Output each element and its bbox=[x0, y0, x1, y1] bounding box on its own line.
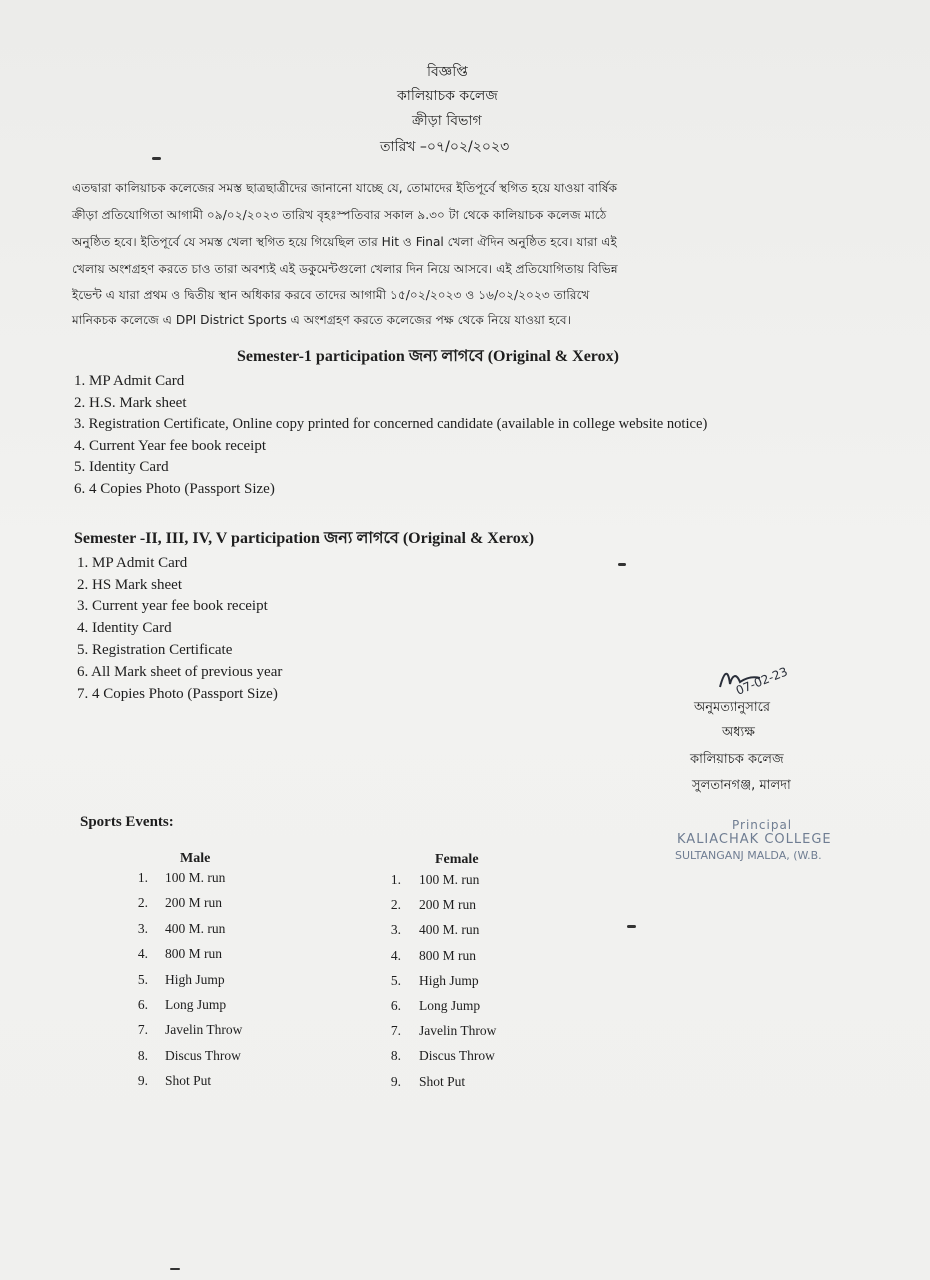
event-name: 800 M run bbox=[165, 946, 222, 962]
event-number: 6. bbox=[390, 998, 401, 1013]
event-number: 4. bbox=[137, 946, 148, 962]
scan-mark bbox=[170, 1268, 180, 1270]
event-number: 9. bbox=[390, 1073, 401, 1089]
event-number: 5. bbox=[137, 971, 148, 987]
event-name: 800 M run bbox=[419, 947, 476, 963]
event-name: Javelin Throw bbox=[419, 1023, 497, 1039]
scan-mark bbox=[627, 925, 636, 928]
event-number: 4. bbox=[390, 947, 401, 963]
event-number: 1. bbox=[390, 872, 401, 887]
semester-other-item: 4. Identity Card bbox=[77, 620, 172, 636]
event-name: 100 M. run bbox=[419, 872, 480, 887]
event-name: Discus Throw bbox=[165, 1047, 241, 1063]
semester1-item: 4. Current Year fee book receipt bbox=[74, 438, 267, 454]
event-number: 7. bbox=[137, 1022, 148, 1038]
notice-date: তারিখ –০৭/০২/২০২৩ bbox=[380, 139, 510, 155]
event-number: 8. bbox=[137, 1047, 148, 1063]
signature-date: 07-02-23 bbox=[733, 664, 790, 698]
stamp-principal: Principal bbox=[732, 818, 793, 832]
semester1-item: 3. Registration Certificate, Online copy printed for concerned candidate (available in college website notice) bbox=[74, 416, 708, 432]
body-line: ইভেন্ট এ যারা প্রথম ও দ্বিতীয় স্থান অধিকার করবে তাদের আগামী ১৫/০২/২০২৩ ও ১৬/০২/২০২৩ তারিখে bbox=[72, 288, 590, 302]
signature-location: সুলতানগঞ্জ, মালদা bbox=[692, 778, 791, 793]
sports-heading: Sports Events: bbox=[80, 814, 174, 830]
event-number: 8. bbox=[390, 1048, 401, 1064]
scan-mark bbox=[618, 563, 626, 566]
event-name: Discus Throw bbox=[419, 1048, 495, 1064]
signature-title: অধ্যক্ষ bbox=[722, 725, 755, 740]
event-number: 7. bbox=[390, 1023, 401, 1039]
event-name: Long Jump bbox=[419, 998, 481, 1013]
body-line: অনুষ্ঠিত হবে। ইতিপূর্বে যে সমস্ত খেলা স্থগিত হয়ে গিয়েছিল তার Hit ও Final খেলা ঐদিন অনুষ্ঠিত হবে। যারা এই bbox=[72, 235, 617, 249]
event-number: 5. bbox=[390, 972, 401, 988]
semester-other-item: 1. MP Admit Card bbox=[77, 555, 188, 571]
body-line: মানিকচক কলেজে এ DPI District Sports এ অংশগ্রহণ করতে কলেজের পক্ষ থেকে নিয়ে যাওয়া হবে। bbox=[72, 313, 572, 327]
event-name: Shot Put bbox=[419, 1073, 466, 1089]
body-line: খেলায় অংশগ্রহণ করতে চাও তারা অবশ্যই এই ডকুমেন্টগুলো খেলার দিন নিয়ে আসবে। এই প্রতিযোগিতায় বিভিন্ন bbox=[72, 262, 618, 276]
semester-other-item: 3. Current year fee book receipt bbox=[77, 598, 268, 614]
event-number: 3. bbox=[137, 920, 148, 936]
event-number: 9. bbox=[137, 1073, 148, 1089]
semester1-heading: Semester-1 participation জন্য লাগবে (Original & Xerox) bbox=[237, 348, 619, 365]
semester1-item: 2. H.S. Mark sheet bbox=[74, 395, 187, 411]
event-name: High Jump bbox=[419, 972, 479, 988]
body-line: এতদ্বারা কালিয়াচক কলেজের সমস্ত ছাত্রছাত্রীদের জানানো যাচ্ছে যে, তোমাদের ইতিপূর্বে স্থগিত হয়ে যাওয়া বার্ষিক bbox=[72, 181, 618, 195]
semester1-item: 1. MP Admit Card bbox=[74, 373, 185, 389]
event-name: 400 M. run bbox=[165, 920, 226, 936]
event-number: 1. bbox=[137, 870, 148, 885]
semester1-item: 6. 4 Copies Photo (Passport Size) bbox=[74, 481, 275, 497]
event-number: 3. bbox=[390, 922, 401, 938]
signature-college: কালিয়াচক কলেজ bbox=[690, 752, 784, 767]
scan-mark bbox=[152, 157, 161, 160]
event-number: 6. bbox=[137, 997, 148, 1012]
semester-other-item: 7. 4 Copies Photo (Passport Size) bbox=[77, 686, 278, 702]
semester-other-item: 6. All Mark sheet of previous year bbox=[77, 664, 283, 680]
signature-by-order: অনুমত্যানুসারে bbox=[694, 700, 771, 715]
department-name: ক্রীড়া বিভাগ bbox=[412, 113, 482, 129]
event-name: Javelin Throw bbox=[165, 1022, 243, 1038]
semester-other-heading: Semester -II, III, IV, V participation জন্য লাগবে (Original & Xerox) bbox=[74, 530, 535, 547]
female-heading: Female bbox=[435, 852, 479, 867]
event-name: 200 M run bbox=[419, 897, 476, 913]
event-name: Long Jump bbox=[165, 997, 227, 1012]
semester-other-item: 2. HS Mark sheet bbox=[77, 577, 182, 593]
event-name: 200 M run bbox=[165, 895, 222, 911]
handwritten-signature bbox=[690, 632, 830, 702]
college-name: কালিয়াচক কলেজ bbox=[397, 88, 498, 104]
stamp-college: KALIACHAK COLLEGE bbox=[677, 832, 832, 847]
stamp-location: SULTANGANJ MALDA, (W.B. bbox=[675, 849, 822, 862]
event-name: 400 M. run bbox=[419, 922, 480, 938]
male-heading: Male bbox=[180, 851, 211, 866]
event-name: High Jump bbox=[165, 971, 225, 987]
semester1-item: 5. Identity Card bbox=[74, 459, 169, 475]
event-number: 2. bbox=[137, 895, 148, 911]
event-number: 2. bbox=[390, 897, 401, 913]
body-line: ক্রীড়া প্রতিযোগিতা আগামী ০৯/০২/২০২৩ তারিখ বৃহঃস্পতিবার সকাল ৯.৩০ টা থেকে কালিয়াচক কলেজ মাঠে bbox=[72, 208, 607, 222]
event-name: Shot Put bbox=[165, 1073, 212, 1089]
event-name: 100 M. run bbox=[165, 870, 226, 885]
notice-title: বিজ্ঞপ্তি bbox=[427, 64, 468, 80]
semester-other-item: 5. Registration Certificate bbox=[77, 642, 233, 658]
